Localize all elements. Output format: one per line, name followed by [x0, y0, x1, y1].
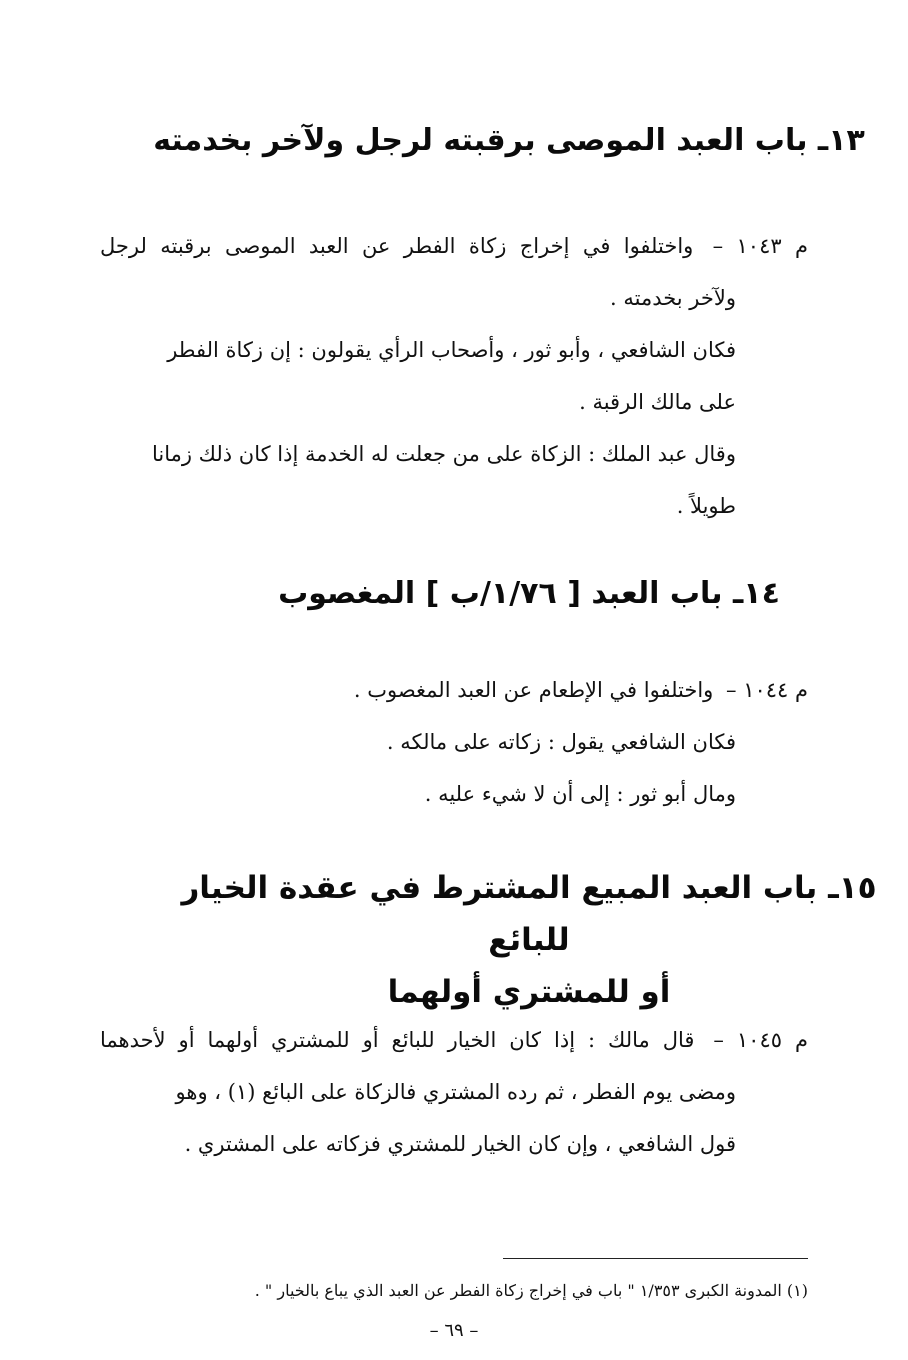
chapter-heading-13: ١٣ـ باب العبد الموصى برقبته لرجل ولآخر بخدمته — [153, 123, 865, 158]
entry-1043-line-6: طويلاً . — [676, 494, 736, 518]
chapter-heading-14: ١٤ـ باب العبد [ ١/٧٦/ب ] المغصوب — [278, 576, 780, 611]
entry-1043-line-2: ولآخر بخدمته . — [610, 286, 736, 310]
entry-1045-line-1: م ١٠٤٥ – قال مالك : إذا كان الخيار للبائع أو للمشتري أولهما أو لأحدهما — [100, 1028, 808, 1052]
entry-1045-line-2: ومضى يوم الفطر ، ثم رده المشتري فالزكاة على البائع (١) ، وهو — [175, 1080, 736, 1104]
entry-1043-line-3: فكان الشافعي ، وأبو ثور ، وأصحاب الرأي يقولون : إن زكاة الفطر — [167, 338, 736, 362]
entry-1045-line-3: قول الشافعي ، وإن كان الخيار للمشتري فزكاته على المشتري . — [184, 1132, 736, 1156]
entry-1043-line-1: م ١٠٤٣ – واختلفوا في إخراج زكاة الفطر عن العبد الموصى برقبته لرجل — [100, 234, 808, 258]
entry-number: م ١٠٤٥ – — [713, 1028, 808, 1052]
entry-number: م ١٠٤٤ – — [726, 678, 808, 702]
entry-number: م ١٠٤٣ – — [712, 234, 808, 258]
entry-1043-line-4: على مالك الرقبة . — [579, 390, 736, 414]
entry-1044 — [100, 664, 808, 820]
footnote-divider — [503, 1258, 808, 1259]
chapter-heading-15-line-1: ١٥ـ باب العبد المبيع المشترط في عقدة الخيار للبائع — [181, 870, 877, 958]
page-number: – ٦٩ – — [429, 1320, 479, 1341]
entry-1044-line-3: ومال أبو ثور : إلى أن لا شيء عليه . — [424, 782, 736, 806]
chapter-heading-15-line-2: أو للمشتري أولهما — [387, 974, 671, 1010]
entry-1043 — [100, 220, 808, 532]
entry-1044-line-2: فكان الشافعي يقول : زكاته على مالكه . — [386, 730, 736, 754]
entry-1043-line-5: وقال عبد الملك : الزكاة على من جعلت له الخدمة إذا كان ذلك زمانا — [151, 442, 736, 466]
entry-1045 — [100, 1014, 808, 1170]
footnote: (١) المدونة الكبرى ١/٣٥٣ " باب في إخراج زكاة الفطر عن العبد الذي يباع بالخيار " . — [254, 1281, 808, 1300]
entry-1044-line-1: م ١٠٤٤ – واختلفوا في الإطعام عن العبد المغصوب . — [353, 678, 808, 702]
chapter-heading-15 — [0, 862, 908, 1018]
